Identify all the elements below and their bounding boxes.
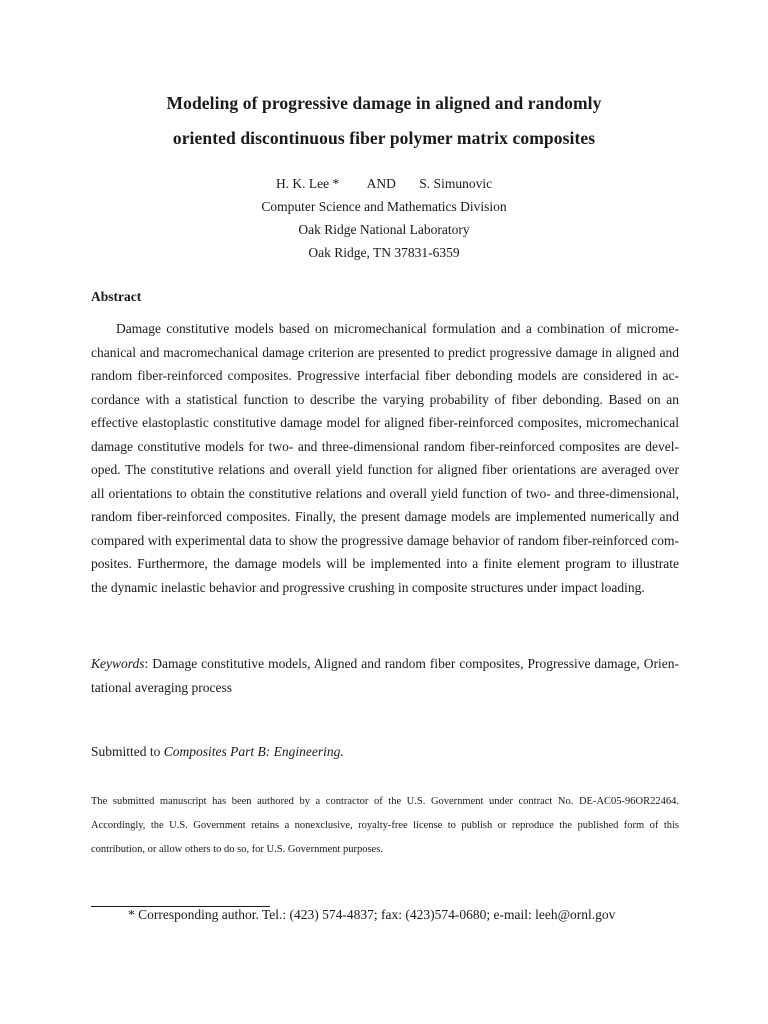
affiliation-line: Computer Science and Mathematics Division	[261, 199, 507, 214]
notice-line: contribution, or allow others to do so, for U.S. Government purposes.	[91, 844, 383, 855]
abstract-line: the dynamic inelastic behavior and progressive crushing in composite structures under impact loading.	[91, 579, 645, 595]
abstract-heading: Abstract	[91, 289, 142, 304]
abstract-line: compared with experimental data to show the progressive damage behavior of random fiber-reinforced com-	[91, 532, 679, 548]
abstract-line: chanical and macromechanical damage criterion are presented to predict progressive damage in aligned and	[91, 344, 679, 360]
abstract-line: Damage constitutive models based on micromechanical formulation and a combination of microme-	[116, 321, 679, 336]
government-notice	[91, 790, 679, 862]
affiliation-line: Oak Ridge National Laboratory	[298, 222, 470, 237]
paper-title	[60, 86, 708, 156]
abstract-line: all orientations to obtain the constitutive relations and overall yield function of two- and three-dimensional,	[91, 485, 679, 501]
abstract-body	[91, 317, 679, 599]
abstract-line: random fiber-reinforced composites. Progressive interfacial fiber debonding models are considered in ac-	[91, 368, 679, 383]
keywords-line: tational averaging process	[91, 679, 232, 695]
keywords-line	[91, 652, 679, 676]
notice-line: Accordingly, the U.S. Government retains a nonexclusive, royalty-free license to publish or reproduce the published form of this	[91, 820, 679, 831]
keywords-block	[91, 652, 679, 699]
keywords-text: : Damage constitutive models, Aligned and random fiber composites, Progressive damage, Orien-	[144, 656, 679, 671]
abstract-line: effective elastoplastic constitutive damage model for aligned fiber-reinforced composites, micromechanical	[91, 415, 679, 430]
abstract-line: posites. Furthermore, the damage models will be implemented into a finite element program to illustrate	[91, 556, 679, 571]
title-line: oriented discontinuous fiber polymer matrix composites	[172, 128, 596, 148]
abstract-line: cordance with a statistical function to describe the varying probability of fiber debonding. Based on an	[91, 391, 679, 407]
author-line	[60, 176, 708, 192]
notice-line: The submitted manuscript has been authored by a contractor of the U.S. Government under contract No. DE-AC05-96OR22464.	[91, 796, 679, 807]
submission-note	[91, 744, 344, 760]
author-conjunction: AND	[366, 176, 396, 191]
abstract-line: random fiber-reinforced composites. Finally, the present damage models are implemented numerically and	[91, 509, 679, 524]
footnote: * Corresponding author. Tel.: (423) 574-4837; fax: (423)574-0680; e-mail: leeh@ornl.gov	[128, 907, 616, 922]
keywords-label: Keywords	[91, 656, 145, 671]
author-name: S. Simunovic	[419, 176, 493, 191]
submission-prefix: Submitted to	[91, 744, 164, 759]
abstract-line: oped. The constitutive relations and overall yield function for aligned fiber orientations are averaged over	[91, 462, 679, 477]
abstract-line: damage constitutive models for two- and three-dimensional random fiber-reinforced composites are devel-	[91, 438, 679, 454]
journal-name: Composites Part B: Engineering.	[163, 744, 344, 759]
author-name: H. K. Lee *	[275, 176, 340, 191]
affiliation-line: Oak Ridge, TN 37831-6359	[308, 245, 460, 260]
title-line: Modeling of progressive damage in aligned and randomly	[166, 93, 602, 113]
